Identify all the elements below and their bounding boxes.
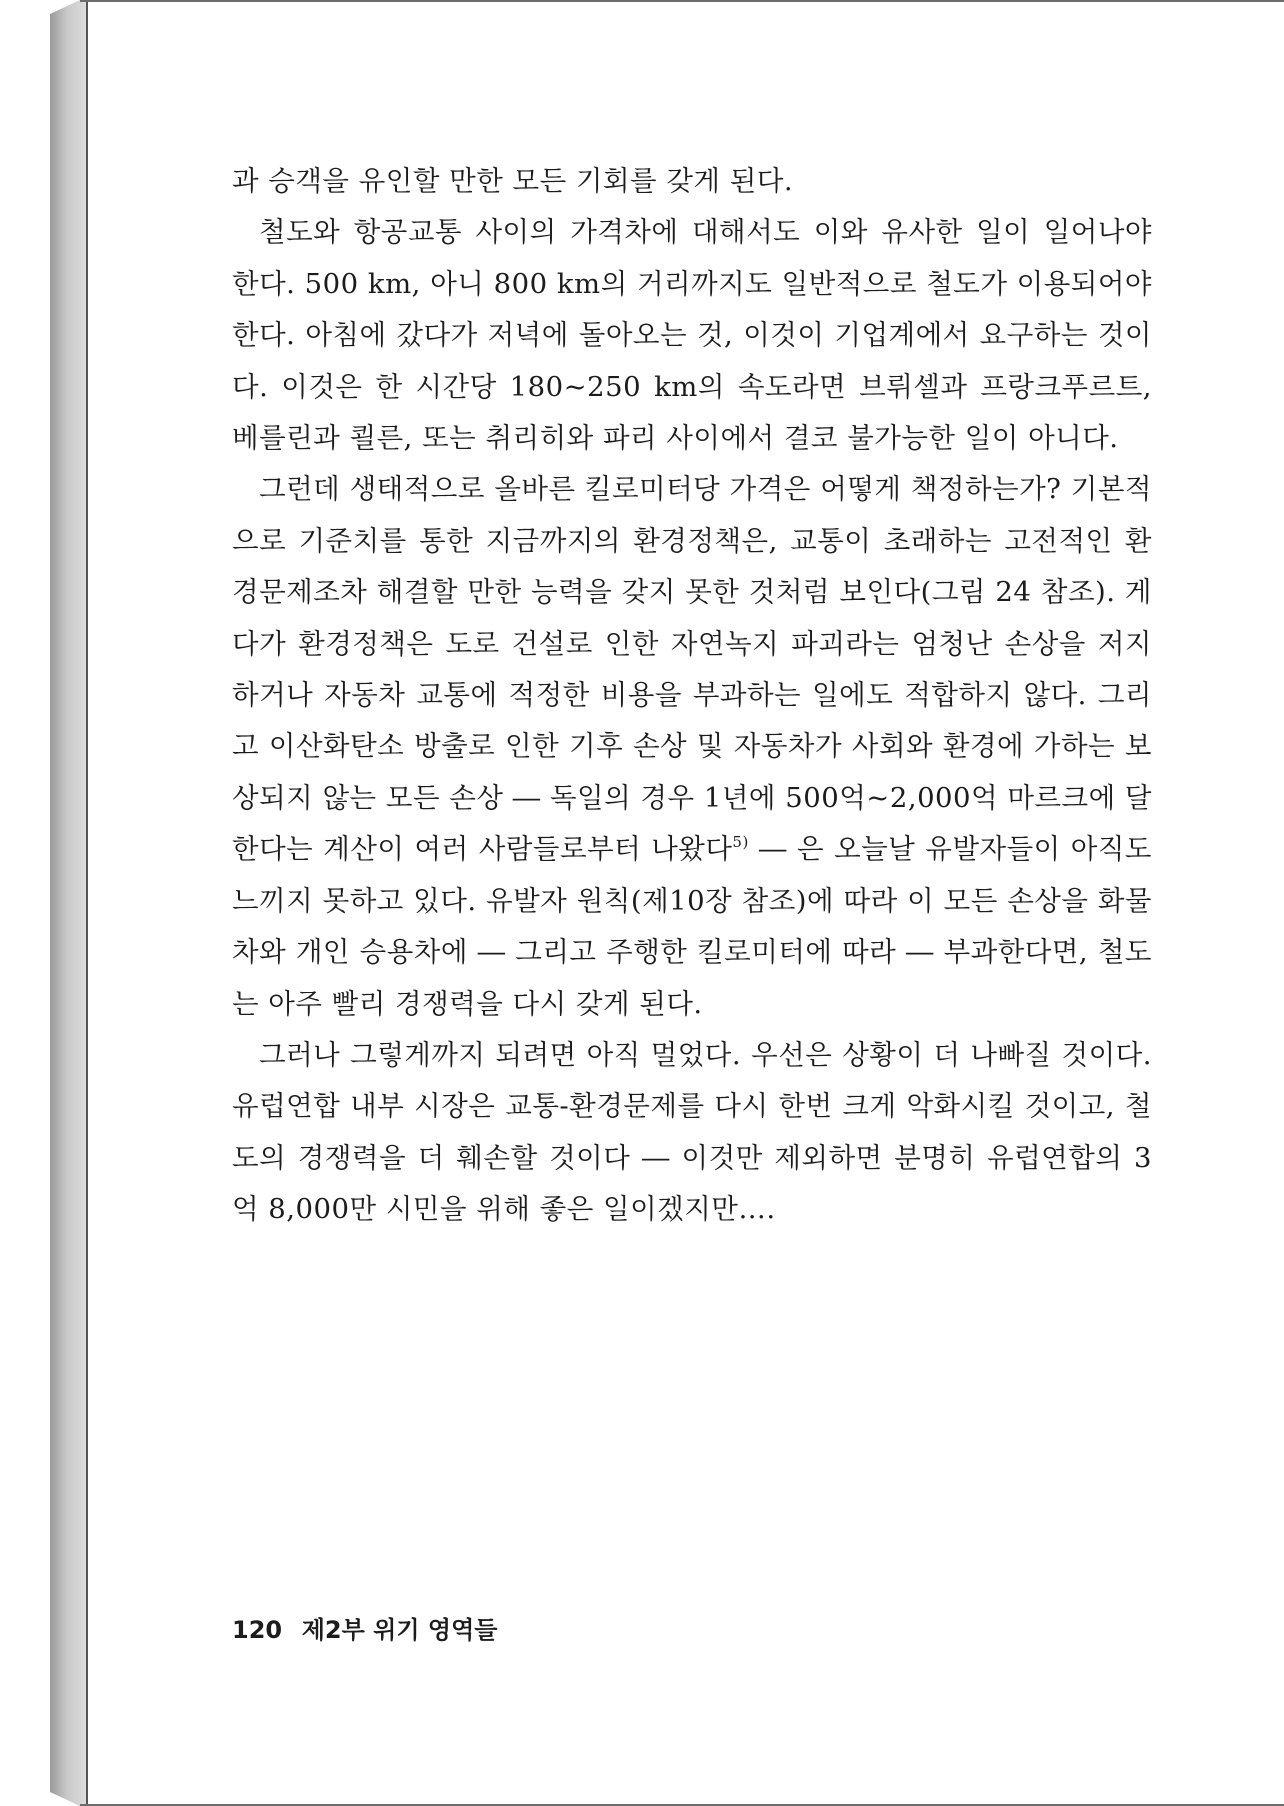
- paragraph-text-before-note: 그런데 생태적으로 올바른 킬로미터당 가격은 어떻게 책정하는가? 기본적으로 기준치를 통한 지금까지의 환경정책은, 교통이 초래하는 고전적인 환경문제조차 해결할 만한 능력을 갖지 못한 것처럼 보인다(그림 24 참조). 게다가 환경정책은 도로 건설로 인한 자연녹지 파괴라는 엄청난 손상을 저지하거나 자동차 교통에 적정한 비용을 부과하는 일에도 적합하지 않다. 그리고 이산화탄소 방출로 인한 기후 손상 및 자동차가 사회와 환경에 가하는 보상되지 않는 모든 손상 ― 독일의 경우 1년에 500억~2,000억 마르크에 달한다는 계산이 여러 사람들로부터 나왔다: [232, 473, 1152, 866]
- running-title: 제2부 위기 영역들: [301, 1616, 498, 1644]
- page-edge-line: [86, 0, 88, 1806]
- page-edge-shadow: [50, 0, 88, 1806]
- paragraph-text-after-note: ― 은 오늘날 유발자들이 아직도 느끼지 못하고 있다. 유발자 원칙(제10장 참조)에 따라 이 모든 손상을 화물차와 개인 승용차에 ― 그리고 주행한 킬로미터에 따라 ― 부과한다면, 철도는 아주 빨리 경쟁력을 다시 갖게 된다.: [232, 833, 1152, 1020]
- page-top-border: [80, 0, 1284, 2]
- paragraph-eu-market: 그러나 그렇게까지 되려면 아직 멀었다. 우선은 상황이 더 나빠질 것이다. 유럽연합 내부 시장은 교통-환경문제를 다시 한번 크게 악화시킬 것이고, 철도의 경쟁력을 더 훼손할 것이다 ― 이것만 제외하면 분명히 유럽연합의 3억 8,000만 시민을 위해 좋은 일이겠지만….: [232, 1038, 1152, 1226]
- page-footer: [232, 1610, 497, 1645]
- paragraph-ecological-price: [232, 464, 1152, 1029]
- paragraph-continuation: 과 승객을 유인할 만한 모든 기회를 갖게 된다.: [232, 165, 794, 197]
- body-text: [232, 156, 1152, 1236]
- footnote-reference: 5): [732, 833, 749, 852]
- page-number: 120: [232, 1616, 283, 1644]
- paragraph-rail-air-price: 철도와 항공교통 사이의 가격차에 대해서도 이와 유사한 일이 일어나야 한다. 500 km, 아니 800 km의 거리까지도 일반적으로 철도가 이용되어야 한다. 아침에 갔다가 저녁에 돌아오는 것, 이것이 기업계에서 요구하는 것이다. 이것은 한 시간당 180~250 km의 속도라면 브뤼셀과 프랑크푸르트, 베를린과 쾰른, 또는 취리히와 파리 사이에서 결코 불가능한 일이 아니다.: [232, 216, 1152, 455]
